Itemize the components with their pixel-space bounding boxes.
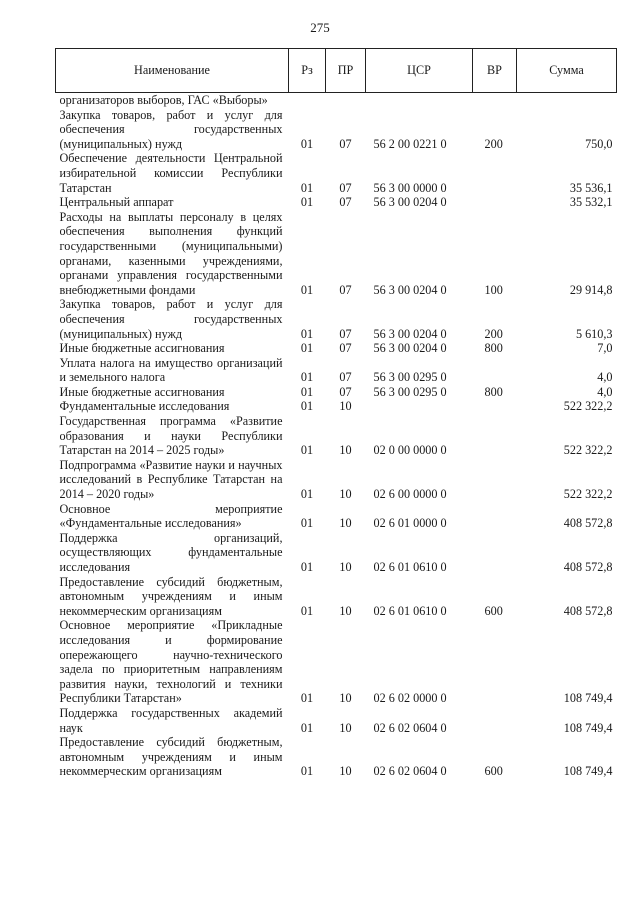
row-pr: 07 <box>339 370 352 385</box>
table-row <box>56 297 617 341</box>
table-row <box>56 108 617 152</box>
row-sum: 4,0 <box>597 384 613 399</box>
row-pr: 10 <box>339 443 352 458</box>
header-pr: ПР <box>326 49 366 93</box>
row-csr: 02 6 00 0000 0 <box>373 487 447 502</box>
row-name: Расходы на выплаты персоналу в целях обеспечения выполнения функций государственными (муниципальными) органами, казенными учреждениями, органами управления государственными внебюджетными фондами <box>59 209 283 297</box>
table-row <box>56 502 617 531</box>
row-csr: 56 3 00 0295 0 <box>373 384 447 399</box>
table-row <box>56 531 617 575</box>
row-pr: 07 <box>339 384 352 399</box>
row-vr: 200 <box>484 136 503 151</box>
row-rz: 01 <box>300 560 314 574</box>
row-pr: 10 <box>339 399 352 414</box>
table-row <box>56 210 617 298</box>
row-name: Основное мероприятие «Фундаментальные исследования» <box>59 501 283 531</box>
row-pr: 10 <box>339 764 352 779</box>
row-csr: 02 6 01 0610 0 <box>373 560 447 574</box>
row-pr: 10 <box>339 516 352 531</box>
row-csr: 02 0 00 0000 0 <box>373 443 447 458</box>
row-sum: 7,0 <box>597 341 613 356</box>
row-name: Предоставление субсидий бюджетным, автономным учреждениям и иным некоммерческим организациям <box>59 735 283 779</box>
table-row <box>56 341 617 356</box>
row-vr <box>473 458 517 502</box>
row-name: Фундаментальные исследования <box>59 399 230 414</box>
row-pr: 10 <box>339 603 352 618</box>
row-pr: 10 <box>339 720 352 735</box>
row-sum: 35 536,1 <box>569 180 613 195</box>
header-vr: ВР <box>473 49 517 93</box>
row-csr: 02 6 02 0604 0 <box>373 720 447 735</box>
table-row <box>56 618 617 706</box>
row-csr: 56 3 00 0204 0 <box>373 195 447 210</box>
row-name: организаторов выборов, ГАС «Выборы» <box>59 93 268 107</box>
row-sum: 522 322,2 <box>563 443 613 458</box>
row-vr <box>473 618 517 706</box>
row-sum: 108 749,4 <box>563 720 613 735</box>
table-row <box>56 195 617 210</box>
row-csr: 02 6 02 0604 0 <box>373 764 447 779</box>
row-pr: 07 <box>339 136 352 151</box>
table-row <box>56 151 617 195</box>
row-name: Основное мероприятие «Прикладные исследования и формирование опережающего научно-технического задела по приоритетным направлениям развития науки, технологий и техники Республики Татарстан» <box>59 618 283 706</box>
row-rz: 01 <box>300 443 314 458</box>
row-sum: 4,0 <box>597 370 613 385</box>
table-row <box>56 399 617 414</box>
row-csr: 56 3 00 0204 0 <box>373 326 447 341</box>
row-vr: 800 <box>484 341 503 356</box>
row-vr <box>473 195 517 210</box>
row-vr <box>473 93 517 108</box>
row-sum: 29 914,8 <box>569 282 613 297</box>
page-number: 275 <box>310 20 330 35</box>
table-row <box>56 93 617 108</box>
row-name: Закупка товаров, работ и услуг для обеспечения государственных (муниципальных) нужд <box>59 297 283 341</box>
header-name: Наименование <box>56 49 289 93</box>
row-csr: 56 3 00 0000 0 <box>373 180 447 195</box>
row-vr <box>473 531 517 575</box>
row-pr: 07 <box>339 341 352 356</box>
row-sum: 35 532,1 <box>569 195 613 210</box>
row-vr <box>473 706 517 735</box>
row-vr: 600 <box>484 603 503 618</box>
row-pr: 07 <box>339 326 352 341</box>
row-rz: 01 <box>300 326 314 341</box>
row-name: Поддержка государственных академий наук <box>59 705 283 735</box>
row-csr: 56 2 00 0221 0 <box>373 136 447 151</box>
row-csr: 02 6 02 0000 0 <box>373 691 447 706</box>
header-sum: Сумма <box>517 49 617 93</box>
row-csr: 56 3 00 0204 0 <box>373 282 447 297</box>
row-rz: 01 <box>300 720 314 735</box>
row-name: Государственная программа «Развитие образования и науки Республики Татарстан на 2014 – 2025 годы» <box>59 414 283 458</box>
row-vr <box>473 151 517 195</box>
row-sum: 408 572,8 <box>563 560 613 574</box>
row-name: Иные бюджетные ассигнования <box>59 384 225 399</box>
table-row <box>56 356 617 385</box>
row-csr: 56 3 00 0295 0 <box>373 370 447 385</box>
budget-table <box>55 48 617 779</box>
row-name: Обеспечение деятельности Центральной избирательной комиссии Республики Татарстан <box>59 151 283 195</box>
row-rz: 01 <box>300 487 314 502</box>
table-row <box>56 706 617 735</box>
row-pr: 10 <box>339 487 352 502</box>
row-csr: 56 3 00 0204 0 <box>373 341 447 356</box>
row-rz <box>289 93 326 108</box>
row-pr <box>326 93 366 108</box>
row-rz: 01 <box>300 516 314 531</box>
row-sum: 522 322,2 <box>563 487 613 502</box>
row-sum: 522 322,2 <box>563 399 613 414</box>
row-vr <box>473 502 517 531</box>
row-vr <box>473 399 517 414</box>
row-vr <box>473 414 517 458</box>
row-name: Подпрограмма «Развитие науки и научных исследований в Республике Татарстан на 2014 – 2020 годы» <box>59 457 283 502</box>
row-rz: 01 <box>300 603 314 618</box>
row-sum <box>517 93 617 108</box>
row-name: Поддержка организаций, осуществляющих фундаментальные исследования <box>59 530 283 574</box>
row-name: Закупка товаров, работ и услуг для обеспечения государственных (муниципальных) нужд <box>59 107 283 151</box>
table-row <box>56 385 617 400</box>
row-rz: 01 <box>300 341 314 356</box>
header-csr: ЦСР <box>366 49 473 93</box>
row-csr <box>366 93 473 108</box>
row-pr: 07 <box>339 195 352 210</box>
table-row <box>56 735 617 779</box>
table-body <box>56 93 617 779</box>
row-vr: 600 <box>484 764 503 779</box>
row-name: Центральный аппарат <box>59 195 174 210</box>
row-sum: 108 749,4 <box>563 764 613 779</box>
row-rz: 01 <box>300 764 314 779</box>
row-vr <box>473 356 517 385</box>
row-name: Предоставление субсидий бюджетным, автономным учреждениям и иным некоммерческим организациям <box>59 574 283 618</box>
row-csr: 02 6 01 0000 0 <box>373 516 447 531</box>
row-rz: 01 <box>300 195 314 210</box>
row-rz: 01 <box>300 282 314 297</box>
table-header <box>56 49 617 93</box>
row-name: Уплата налога на имущество организаций и земельного налога <box>59 355 283 385</box>
table-row <box>56 414 617 458</box>
row-sum: 750,0 <box>585 136 613 151</box>
table-row <box>56 458 617 502</box>
row-rz: 01 <box>300 180 314 195</box>
row-pr: 07 <box>339 282 352 297</box>
row-vr: 200 <box>484 326 503 341</box>
row-vr: 100 <box>484 282 503 297</box>
row-sum: 408 572,8 <box>563 516 613 531</box>
row-pr: 07 <box>339 180 352 195</box>
row-sum: 108 749,4 <box>563 691 613 706</box>
row-pr: 10 <box>339 691 352 706</box>
row-name: Иные бюджетные ассигнования <box>59 341 225 356</box>
header-rz: Рз <box>289 49 326 93</box>
row-rz: 01 <box>300 136 314 151</box>
row-sum: 5 610,3 <box>575 326 613 341</box>
row-csr <box>366 399 473 414</box>
row-pr: 10 <box>339 560 352 574</box>
row-rz: 01 <box>300 691 314 706</box>
row-vr: 800 <box>484 384 503 399</box>
row-rz: 01 <box>300 399 314 414</box>
row-rz: 01 <box>300 370 314 385</box>
table-row <box>56 575 617 619</box>
row-sum: 408 572,8 <box>563 603 613 618</box>
row-rz: 01 <box>300 384 314 399</box>
row-csr: 02 6 01 0610 0 <box>373 603 447 618</box>
